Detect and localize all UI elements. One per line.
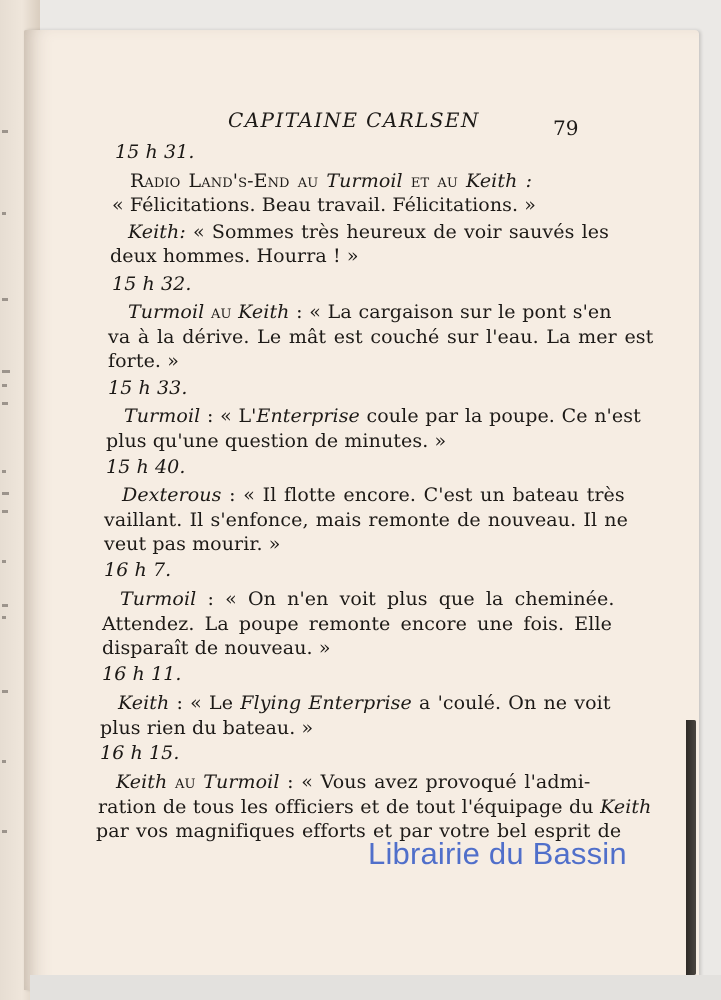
speaker-name: Keith:: [128, 221, 186, 243]
speaker-name: Turmoil: [128, 301, 205, 323]
message-text: « Sommes très heureux de voir sauvés les: [185, 221, 609, 243]
page-number: 79: [553, 116, 579, 140]
colon: :: [517, 170, 533, 192]
connector: au: [204, 301, 239, 323]
body-line: Attendez. La poupe remonte encore une fois. Elle: [102, 613, 612, 635]
body-line: forte. »: [108, 350, 179, 372]
message-text: : « Vous avez provoqué l'admi-: [279, 771, 591, 793]
body-line: [116, 771, 590, 793]
message-text: coule par la poupe. Ce n'est: [359, 405, 641, 427]
message-text: : « Il flotte encore. C'est un bateau très: [221, 484, 625, 506]
timestamp: 16 h 15.: [100, 742, 180, 764]
message-heading: [130, 170, 532, 192]
ship-name: Keith: [600, 796, 652, 818]
speaker-name: Turmoil: [120, 588, 197, 610]
speaker-name: Radio Land's-End: [130, 170, 290, 192]
watermark-text: Librairie du Bassin: [368, 836, 627, 871]
body-line: [128, 221, 609, 243]
connector: au: [167, 771, 204, 793]
timestamp: 16 h 7.: [104, 559, 172, 581]
body-line: [98, 796, 651, 818]
body-line: deux hommes. Hourra ! »: [110, 245, 359, 267]
body-line: veut pas mourir. »: [104, 533, 281, 555]
running-head-title: CAPITAINE CARLSEN: [228, 108, 480, 132]
body-line: plus qu'une question de minutes. »: [106, 430, 447, 452]
timestamp: 16 h 11.: [102, 663, 182, 685]
message-text: : « On n'en voit plus que la cheminée.: [196, 588, 615, 610]
timestamp: 15 h 31.: [115, 141, 195, 163]
body-line: « Félicitations. Beau travail. Félicitations. »: [112, 194, 537, 216]
speaker-name: Turmoil: [203, 771, 280, 793]
body-line: par vos magnifiques efforts et par votre bel esprit de: [96, 820, 622, 842]
speaker-name: Keith: [118, 692, 170, 714]
message-text: ration de tous les officiers et de tout l'équipage du: [98, 796, 601, 818]
timestamp: 15 h 33.: [108, 377, 188, 399]
body-line: plus rien du bateau. »: [100, 717, 314, 739]
body-line: va à la dérive. Le mât est couché sur l'eau. La mer est: [108, 326, 654, 348]
body-line: vaillant. Il s'enfonce, mais remonte de nouveau. Il ne: [104, 509, 628, 531]
ship-name: Enterprise: [256, 405, 360, 427]
speaker-name: Dexterous: [122, 484, 222, 506]
speaker-name: Keith: [238, 301, 290, 323]
message-text: a 'coulé. On ne voit: [411, 692, 611, 714]
body-line: disparaît de nouveau. »: [102, 637, 331, 659]
speaker-name: Turmoil: [124, 405, 201, 427]
speaker-name: Keith: [116, 771, 168, 793]
connector: et au: [402, 170, 467, 192]
speaker-name: Turmoil: [326, 170, 403, 192]
connector: au: [289, 170, 327, 192]
body-line: [118, 692, 611, 714]
body-line: [128, 301, 612, 323]
timestamp: 15 h 40.: [106, 456, 186, 478]
body-line: [124, 405, 641, 427]
message-text: : « L': [200, 405, 257, 427]
message-text: : « Le: [169, 692, 241, 714]
speaker-name: Keith: [466, 170, 518, 192]
body-line: [122, 484, 625, 506]
body-line: [120, 588, 615, 610]
ship-name: Flying Enterprise: [240, 692, 412, 714]
message-text: : « La cargaison sur le pont s'en: [289, 301, 612, 323]
timestamp: 15 h 32.: [112, 273, 192, 295]
